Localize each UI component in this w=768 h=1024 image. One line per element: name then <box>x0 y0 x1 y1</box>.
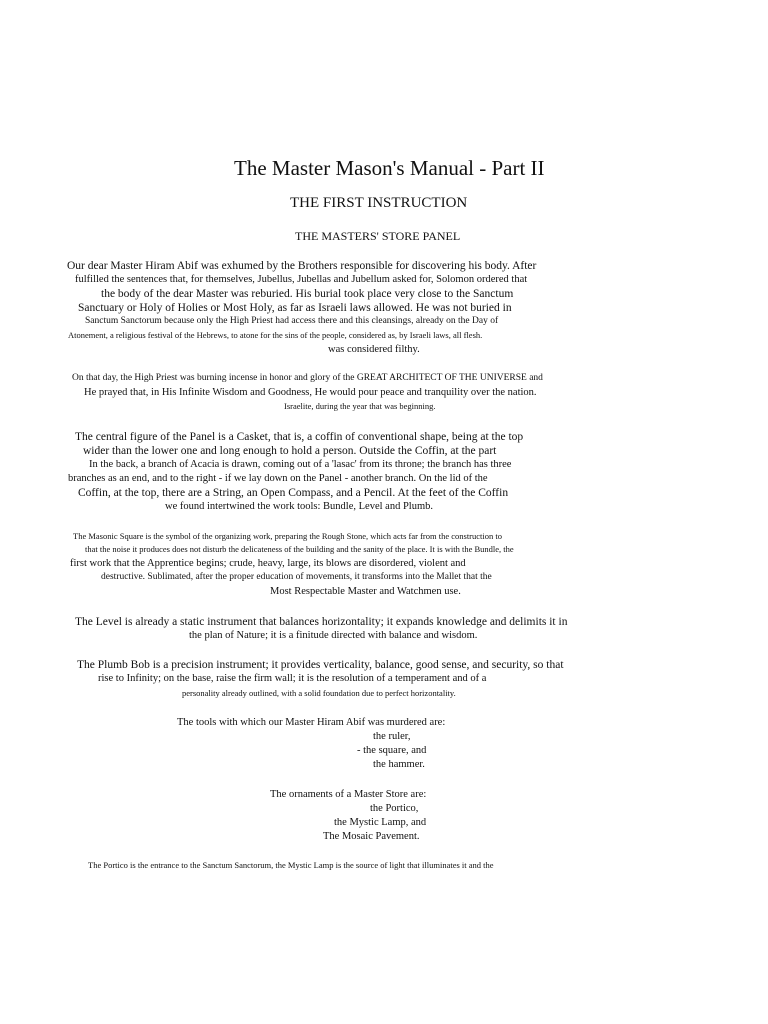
paragraph-line: wider than the lower one and long enough to hold a person. Outside the Coffin, at the part <box>83 445 497 457</box>
paragraph-line: On that day, the High Priest was burning incense in honor and glory of the GREAT ARCHITECT OF THE UNIVERSE and <box>72 373 543 383</box>
paragraph-line: the plan of Nature; it is a finitude directed with balance and wisdom. <box>189 630 478 641</box>
paragraph-line: The Level is already a static instrument that balances horizontality; it expands knowledge and delimits it in <box>75 616 568 628</box>
paragraph-line: Most Respectable Master and Watchmen use. <box>270 586 461 597</box>
paragraph-line: The Portico is the entrance to the Sanctum Sanctorum, the Mystic Lamp is the source of light that illuminates it and the <box>88 860 494 870</box>
paragraph-line: branches as an end, and to the right - if we lay down on the Panel - another branch. On the lid of the <box>68 473 488 484</box>
paragraph-line: The Masonic Square is the symbol of the organizing work, preparing the Rough Stone, which acts far from the construction to <box>73 531 502 541</box>
paragraph-line: Israelite, during the year that was beginning. <box>284 401 436 411</box>
paragraph-line: first work that the Apprentice begins; crude, heavy, large, its blows are disordered, violent and <box>70 558 466 569</box>
paragraph-line: fulfilled the sentences that, for themselves, Jubellus, Jubellas and Jubellum asked for, Solomon ordered that <box>75 274 528 285</box>
paragraph-line: the body of the dear Master was reburied. His burial took place very close to the Sanctum <box>101 288 514 300</box>
paragraph-line: was considered filthy. <box>328 344 420 355</box>
paragraph-line: we found intertwined the work tools: Bundle, Level and Plumb. <box>165 501 433 512</box>
paragraph-line: destructive. Sublimated, after the proper education of movements, it transforms into the Mallet that the <box>101 572 492 582</box>
tools-item: - the square, and <box>357 745 427 756</box>
ornaments-item: the Mystic Lamp, and <box>334 817 427 828</box>
paragraph-line: that the noise it produces does not disturb the delicateness of the building and the sanity of the place. It is with the Bundle, the <box>85 544 514 554</box>
paragraph-line: The central figure of the Panel is a Casket, that is, a coffin of conventional shape, being at the top <box>75 431 524 443</box>
ornaments-item: The Mosaic Pavement. <box>323 831 420 842</box>
paragraph-line: He prayed that, in His Infinite Wisdom and Goodness, He would pour peace and tranquility over the nation. <box>84 387 537 398</box>
paragraph-line: rise to Infinity; on the base, raise the firm wall; it is the resolution of a temperament and of a <box>98 673 487 684</box>
section-subheading: THE MASTERS' STORE PANEL <box>295 229 461 243</box>
paragraph-line: The Plumb Bob is a precision instrument; it provides verticality, balance, good sense, and security, so that <box>77 659 564 671</box>
ornaments-item: the Portico, <box>370 803 419 814</box>
paragraph-line: Coffin, at the top, there are a String, an Open Compass, and a Pencil. At the feet of the Coffin <box>78 487 509 499</box>
tools-item: the hammer. <box>373 759 425 770</box>
ornaments-intro: The ornaments of a Master Store are: <box>270 789 427 800</box>
paragraph-line: Our dear Master Hiram Abif was exhumed by the Brothers responsible for discovering his body. After <box>67 260 537 272</box>
section-heading: THE FIRST INSTRUCTION <box>290 195 468 211</box>
paragraph-line: personality already outlined, with a solid foundation due to perfect horizontality. <box>182 688 456 698</box>
tools-item: the ruler, <box>373 731 411 742</box>
tools-intro: The tools with which our Master Hiram Abif was murdered are: <box>177 717 446 728</box>
paragraph-line: In the back, a branch of Acacia is drawn, coming out of a 'lasac' from its throne; the branch has three <box>89 459 512 470</box>
paragraph-line: Sanctum Sanctorum because only the High Priest had access there and this cleansings, already on the Day of <box>85 316 499 326</box>
paragraph-line: Atonement, a religious festival of the Hebrews, to atone for the sins of the people, considered as, by Israeli laws, all flesh. <box>68 330 483 340</box>
paragraph-line: Sanctuary or Holy of Holies or Most Holy, as far as Israeli laws allowed. He was not buried in <box>78 302 512 314</box>
page-title: The Master Mason's Manual - Part II <box>234 156 545 180</box>
